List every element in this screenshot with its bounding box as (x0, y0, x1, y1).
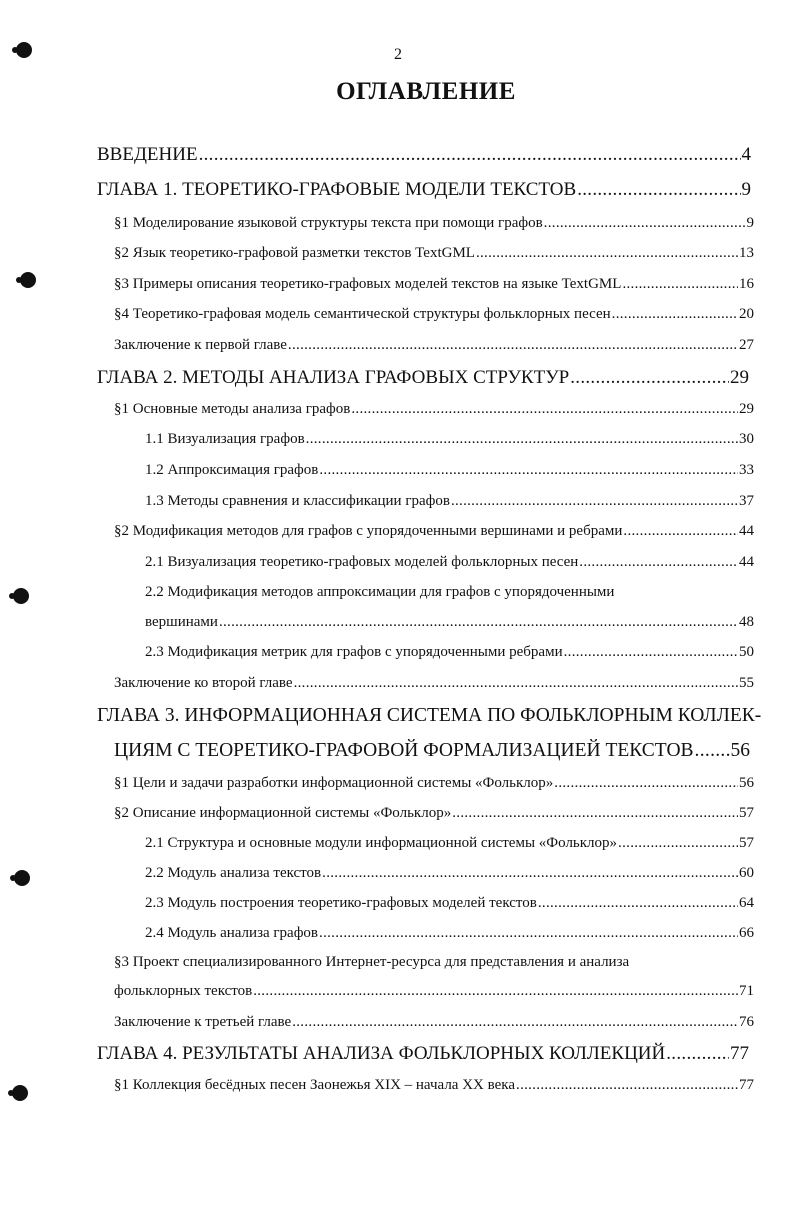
toc-entry-text: §1 Основные методы анализа графов (114, 401, 351, 417)
toc-leader-dots (577, 180, 740, 199)
toc-entry-page: 56 (739, 775, 754, 791)
toc-entry-page: 76 (739, 1014, 754, 1030)
toc-entry-introduction[interactable] (97, 145, 751, 164)
toc-entry-ch2-sub2-2-line1[interactable]: 2.2 Модификация методов аппроксимации для графов с упорядоченными (145, 584, 615, 600)
toc-entry-ch3-sec3[interactable] (114, 984, 754, 999)
toc-entry-text: фольклорных текстов (114, 983, 253, 999)
toc-entry-ch2-sub1-1[interactable] (145, 432, 754, 447)
toc-entry-ch2-conclusion[interactable] (114, 676, 754, 691)
toc-leader-dots (554, 776, 738, 791)
toc-entry-page: 13 (739, 245, 754, 261)
toc-entry-text: ВВЕДЕНИЕ (97, 144, 198, 165)
toc-leader-dots (570, 368, 729, 387)
toc-entry-text: 1.1 Визуализация графов (145, 431, 305, 447)
toc-entry-text: §2 Язык теоретико-графовой разметки текстов TextGML (114, 245, 475, 261)
toc-entry-chapter-4[interactable] (97, 1044, 749, 1063)
toc-entry-ch1-sec2[interactable] (114, 246, 754, 261)
toc-entry-page: 50 (739, 644, 754, 660)
toc-entry-ch3-conclusion[interactable] (114, 1015, 754, 1030)
toc-entry-chapter-3[interactable] (114, 741, 750, 761)
toc-leader-dots (623, 524, 738, 539)
toc-leader-dots (695, 741, 730, 761)
toc-entry-ch3-sub2-3[interactable] (145, 896, 754, 911)
toc-entry-text: 2.4 Модуль анализа графов (145, 925, 319, 941)
toc-leader-dots (538, 896, 738, 911)
toc-entry-page: 66 (739, 925, 754, 941)
toc-leader-dots (219, 615, 738, 630)
toc-leader-dots (564, 645, 738, 660)
toc-entry-text: §3 Примеры описания теоретико-графовых моделей текстов на языке TextGML (114, 276, 622, 292)
toc-entry-ch1-sec3[interactable] (114, 277, 754, 292)
toc-leader-dots (253, 984, 738, 999)
toc-entry-page: 77 (730, 1043, 749, 1064)
toc-leader-dots (319, 926, 738, 941)
toc-entry-ch2-sub2-1[interactable] (145, 555, 754, 570)
toc-entry-page: 16 (739, 276, 754, 292)
toc-entry-page: 48 (739, 614, 754, 630)
toc-entry-page: 44 (739, 554, 754, 570)
toc-leader-dots (618, 836, 738, 851)
toc-leader-dots (306, 432, 738, 447)
toc-entry-text: 1.3 Методы сравнения и классификации графов (145, 493, 450, 509)
toc-leader-dots (476, 246, 738, 261)
toc-entry-page: 30 (739, 431, 754, 447)
page-title: ОГЛАВЛЕНИЕ (336, 78, 516, 105)
toc-leader-dots (199, 145, 741, 164)
binder-hole-mark (12, 1085, 28, 1101)
toc-entry-text: Заключение к первой главе (114, 337, 287, 353)
toc-entry-page: 71 (739, 983, 754, 999)
binder-hole-mark (20, 272, 36, 288)
page-number: 2 (394, 46, 402, 63)
toc-leader-dots (322, 866, 738, 881)
toc-entry-text: ГЛАВА 2. МЕТОДЫ АНАЛИЗА ГРАФОВЫХ СТРУКТУР (97, 367, 570, 388)
toc-entry-page: 37 (739, 493, 754, 509)
toc-entry-text: §2 Описание информационной системы «Фольклор» (114, 805, 452, 821)
toc-entry-text: 2.1 Структура и основные модули информационной системы «Фольклор» (145, 835, 618, 851)
toc-entry-ch3-sec1[interactable] (114, 776, 754, 791)
toc-entry-ch3-sec2[interactable] (114, 806, 754, 821)
toc-leader-dots (288, 338, 738, 353)
toc-entry-page: 57 (739, 835, 754, 851)
toc-leader-dots (544, 216, 746, 231)
toc-entry-text: §1 Коллекция бесёдных песен Заонежья XIX – начала XX века (114, 1077, 516, 1093)
toc-entry-text: §2 Модификация методов для графов с упорядоченными вершинами и ребрами (114, 523, 623, 539)
toc-leader-dots (319, 463, 738, 478)
toc-entry-page: 77 (739, 1077, 754, 1093)
toc-entry-ch3-sub2-2[interactable] (145, 866, 754, 881)
toc-entry-ch3-sec3-line1[interactable]: §3 Проект специализированного Интернет-ресурса для представления и анализа (114, 954, 630, 970)
toc-entry-page: 29 (739, 401, 754, 417)
toc-entry-ch2-sub2-3[interactable] (145, 645, 754, 660)
toc-entry-page: 4 (741, 144, 751, 165)
toc-entry-ch1-conclusion[interactable] (114, 338, 754, 353)
toc-entry-page: 44 (739, 523, 754, 539)
toc-entry-ch1-sec4[interactable] (114, 307, 754, 322)
toc-leader-dots (451, 494, 738, 509)
toc-entry-text: 2.3 Модификация метрик для графов с упорядоченными ребрами (145, 644, 563, 660)
toc-entry-ch2-sub2-2[interactable] (145, 615, 754, 630)
toc-leader-dots (351, 402, 738, 417)
toc-leader-dots (622, 277, 738, 292)
toc-entry-text: 2.2 Модуль анализа текстов (145, 865, 322, 881)
toc-entry-chapter-1[interactable] (97, 180, 751, 199)
toc-entry-text: §1 Цели и задачи разработки информационной системы «Фольклор» (114, 775, 554, 791)
toc-entry-page: 29 (730, 367, 749, 388)
binder-hole-mark (13, 588, 29, 604)
toc-entry-page: 55 (739, 675, 754, 691)
binder-hole-mark (16, 42, 32, 58)
toc-entry-page: 9 (741, 179, 751, 200)
toc-entry-ch1-sec1[interactable] (114, 216, 754, 231)
toc-entry-text: 2.1 Визуализация теоретико-графовых моделей фольклорных песен (145, 554, 579, 570)
toc-entry-text: вершинами (145, 614, 218, 630)
toc-entry-text: ГЛАВА 4. РЕЗУЛЬТАТЫ АНАЛИЗА ФОЛЬКЛОРНЫХ КОЛЛЕКЦИЙ (97, 1043, 666, 1064)
toc-leader-dots (612, 307, 738, 322)
toc-entry-text: Заключение к третьей главе (114, 1014, 292, 1030)
toc-entry-ch2-sub1-3[interactable] (145, 494, 754, 509)
toc-entry-page: 60 (739, 865, 754, 881)
toc-entry-ch3-sub2-1[interactable] (145, 836, 754, 851)
binder-hole-mark (14, 870, 30, 886)
toc-entry-page: 57 (739, 805, 754, 821)
toc-entry-text: ГЛАВА 1. ТЕОРЕТИКО-ГРАФОВЫЕ МОДЕЛИ ТЕКСТОВ (97, 179, 577, 200)
toc-leader-dots (516, 1078, 738, 1093)
toc-entry-ch4-sec1[interactable] (114, 1078, 754, 1093)
toc-entry-ch2-sec1[interactable] (114, 402, 754, 417)
toc-entry-text: 2.3 Модуль построения теоретико-графовых моделей текстов (145, 895, 537, 911)
toc-entry-ch2-sec2[interactable] (114, 524, 754, 539)
toc-entry-text: ЦИЯМ С ТЕОРЕТИКО-ГРАФОВОЙ ФОРМАЛИЗАЦИЕЙ ТЕКСТОВ (114, 740, 694, 761)
toc-entry-page: 33 (739, 462, 754, 478)
toc-entry-ch3-sub2-4[interactable] (145, 926, 754, 941)
toc-entry-page: 9 (746, 215, 754, 231)
toc-entry-page: 56 (730, 740, 750, 761)
toc-entry-text: 1.2 Аппроксимация графов (145, 462, 319, 478)
toc-entry-page: 64 (739, 895, 754, 911)
toc-entry-page: 27 (739, 337, 754, 353)
toc-entry-text: Заключение ко второй главе (114, 675, 293, 691)
toc-entry-text: §1 Моделирование языковой структуры текста при помощи графов (114, 215, 543, 231)
toc-leader-dots (294, 676, 738, 691)
toc-entry-chapter-2[interactable] (97, 368, 749, 387)
toc-entry-chapter-3-line1[interactable]: ГЛАВА 3. ИНФОРМАЦИОННАЯ СИСТЕМА ПО ФОЛЬКЛОРНЫМ КОЛЛЕК- (97, 705, 762, 726)
toc-leader-dots (666, 1044, 729, 1063)
toc-entry-text: §4 Теоретико-графовая модель семантической структуры фольклорных песен (114, 306, 611, 322)
toc-entry-page: 20 (739, 306, 754, 322)
toc-leader-dots (452, 806, 738, 821)
toc-entry-ch2-sub1-2[interactable] (145, 463, 754, 478)
toc-leader-dots (579, 555, 738, 570)
toc-leader-dots (292, 1015, 738, 1030)
